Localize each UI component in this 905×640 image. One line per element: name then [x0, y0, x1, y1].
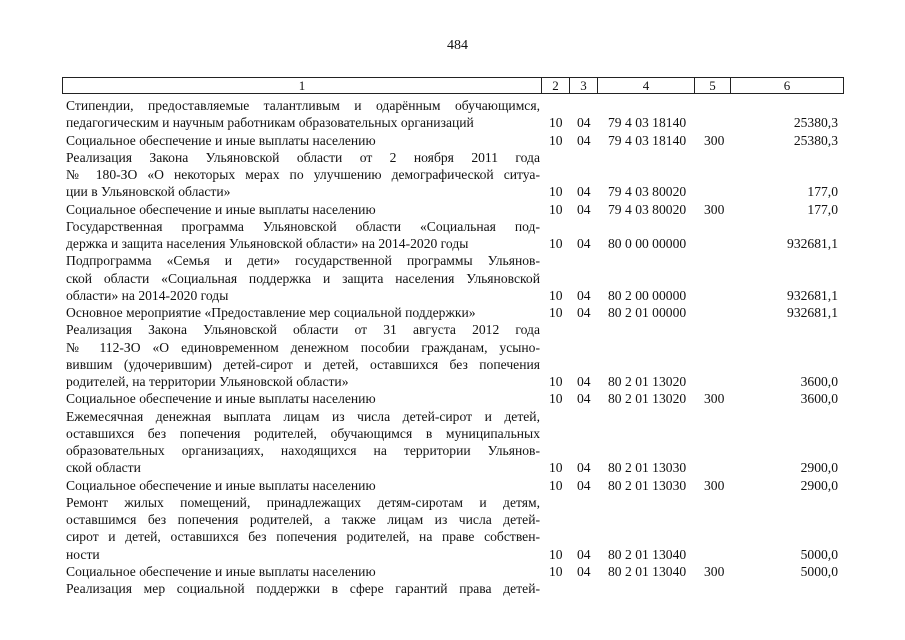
row-description: Стипендии, предоставляемые талантливым и одарённым обучающимся,: [66, 98, 540, 113]
table-row: [0, 304, 905, 321]
header-col-5: 5: [694, 78, 730, 93]
row-target-code: 80 2 01 00000: [608, 305, 687, 320]
table-row: [0, 287, 905, 304]
row-description: ской области: [66, 460, 141, 476]
row-description: оставшимся без попечения родителей, а также лицам из числа детей-: [66, 512, 540, 527]
row-description: ской области «Социальная поддержка и защита населения Ульяновской: [66, 270, 540, 286]
row-description: ности: [66, 546, 100, 562]
row-description: Основное мероприятие «Предоставление мер социальной поддержки»: [66, 305, 476, 320]
table-row: [0, 494, 905, 511]
table-row: [0, 132, 905, 149]
table-row: [0, 339, 905, 356]
row-description: Социальное обеспечение и иные выплаты населению: [66, 132, 376, 148]
row-target-code: 80 0 00 00000: [608, 236, 687, 251]
row-section: 10: [549, 546, 563, 562]
table-row: [0, 235, 905, 252]
row-section: 10: [549, 201, 563, 217]
table-row: [0, 218, 905, 235]
row-target-code: 79 4 03 80020: [608, 184, 687, 200]
row-description: Социальное обеспечение и иные выплаты населению: [66, 391, 376, 407]
row-amount: 2900,0: [800, 477, 838, 493]
row-target-code: 80 2 01 13040: [608, 546, 687, 562]
row-section: 10: [549, 132, 563, 148]
row-amount: 5000,0: [800, 546, 838, 562]
table-row: [0, 408, 905, 425]
row-target-code: 80 2 01 13020: [608, 391, 687, 407]
row-description: Реализация мер социальной поддержки в сфере гарантий права детей-: [66, 581, 540, 596]
row-section: 10: [549, 236, 563, 251]
row-subsection: 04: [577, 391, 591, 407]
row-expense-type: 300: [704, 201, 725, 217]
table-row: [0, 546, 905, 563]
table-row: [0, 201, 905, 218]
row-expense-type: 300: [704, 477, 725, 493]
header-col-1: 1: [298, 78, 306, 93]
row-section: 10: [549, 374, 563, 389]
row-subsection: 04: [577, 374, 591, 389]
row-section: 10: [549, 184, 563, 200]
row-section: 10: [549, 287, 563, 303]
row-amount: 3600,0: [800, 374, 838, 389]
row-description: Социальное обеспечение и иные выплаты населению: [66, 201, 376, 217]
row-section: 10: [549, 563, 563, 579]
table-row: [0, 442, 905, 459]
row-section: 10: [549, 391, 563, 407]
table-row: [0, 373, 905, 390]
table-row: [0, 114, 905, 131]
row-description: Ремонт жилых помещений, принадлежащих детям-сиротам и детям,: [66, 494, 540, 510]
row-subsection: 04: [577, 132, 591, 148]
table-row: [0, 149, 905, 166]
row-amount: 5000,0: [800, 563, 838, 579]
row-expense-type: 300: [704, 132, 725, 148]
table-row: [0, 270, 905, 287]
row-section: 10: [549, 477, 563, 493]
row-description: педагогическим и научным работникам образовательных организаций: [66, 115, 474, 131]
row-subsection: 04: [577, 184, 591, 200]
header-col-2: 2: [541, 78, 569, 93]
row-target-code: 79 4 03 80020: [608, 201, 687, 217]
table-row: [0, 97, 905, 114]
row-section: 10: [549, 305, 563, 320]
row-amount: 25380,3: [793, 115, 838, 131]
row-subsection: 04: [577, 477, 591, 493]
row-amount: 932681,1: [787, 305, 838, 320]
row-description: № 112-ЗО «О единовременном денежном пособии гражданам, усыно-: [66, 339, 540, 355]
page-number: 484: [447, 38, 468, 53]
row-description: Реализация Закона Ульяновской области от 2 ноября 2011 года: [66, 149, 540, 165]
table-row: [0, 252, 905, 269]
row-description: Ежемесячная денежная выплата лицам из числа детей-сирот и детей,: [66, 408, 540, 424]
row-amount: 932681,1: [787, 236, 838, 251]
header-col-4: 4: [597, 78, 694, 93]
row-target-code: 80 2 01 13030: [608, 477, 687, 493]
table-row: [0, 425, 905, 442]
row-target-code: 79 4 03 18140: [608, 132, 687, 148]
header-col-6: 6: [730, 78, 843, 93]
row-subsection: 04: [577, 201, 591, 217]
row-expense-type: 300: [704, 563, 725, 579]
row-description: № 180-ЗО «О некоторых мерах по улучшению демографической ситуа-: [66, 167, 540, 182]
row-amount: 25380,3: [793, 132, 838, 148]
row-description: держка и защита населения Ульяновской области» на 2014-2020 годы: [66, 236, 469, 251]
row-target-code: 79 4 03 18140: [608, 115, 687, 131]
row-subsection: 04: [577, 115, 591, 131]
table-row: [0, 321, 905, 338]
row-target-code: 80 2 01 13030: [608, 460, 687, 476]
row-amount: 3600,0: [800, 391, 838, 407]
row-subsection: 04: [577, 305, 591, 320]
row-description: вившим (удочерившим) детей-сирот и детей, оставшихся без попечения: [66, 356, 540, 372]
row-subsection: 04: [577, 546, 591, 562]
row-subsection: 04: [577, 236, 591, 251]
row-target-code: 80 2 01 13040: [608, 563, 687, 579]
row-subsection: 04: [577, 460, 591, 476]
row-subsection: 04: [577, 287, 591, 303]
row-description: Социальное обеспечение и иные выплаты населению: [66, 477, 376, 493]
table-row: [0, 390, 905, 407]
row-amount: 2900,0: [800, 460, 838, 476]
table-row: [0, 477, 905, 494]
row-expense-type: 300: [704, 391, 725, 407]
row-target-code: 80 2 01 13020: [608, 374, 687, 389]
row-amount: 177,0: [807, 201, 838, 217]
row-description: Реализация Закона Ульяновской области от 31 августа 2012 года: [66, 322, 540, 338]
row-amount: 177,0: [807, 184, 838, 200]
table-header: [62, 77, 844, 94]
row-description: Государственная программа Ульяновской области «Социальная под-: [66, 218, 540, 234]
row-description: родителей, на территории Ульяновской области»: [66, 374, 349, 389]
row-description: ции в Ульяновской области»: [66, 184, 231, 200]
row-description: оставшихся без попечения родителей, обучающимся в муниципальных: [66, 425, 540, 441]
row-target-code: 80 2 00 00000: [608, 287, 687, 303]
table-row: [0, 183, 905, 200]
header-col-3: 3: [569, 78, 597, 93]
row-description: Социальное обеспечение и иные выплаты населению: [66, 563, 376, 579]
row-description: сирот и детей, оставшихся без попечения родителей, на праве собствен-: [66, 529, 540, 545]
row-subsection: 04: [577, 563, 591, 579]
table-row: [0, 511, 905, 528]
row-amount: 932681,1: [787, 287, 838, 303]
table-row: [0, 580, 905, 597]
table-row: [0, 166, 905, 183]
row-description: образовательных организациях, находящихся на территории Ульянов-: [66, 443, 540, 458]
row-description: области» на 2014-2020 годы: [66, 287, 229, 303]
row-description: Подпрограмма «Семья и дети» государственной программы Ульянов-: [66, 253, 540, 269]
row-section: 10: [549, 460, 563, 476]
row-section: 10: [549, 115, 563, 131]
table-row: [0, 356, 905, 373]
table-row: [0, 459, 905, 476]
table-row: [0, 528, 905, 545]
table-row: [0, 563, 905, 580]
